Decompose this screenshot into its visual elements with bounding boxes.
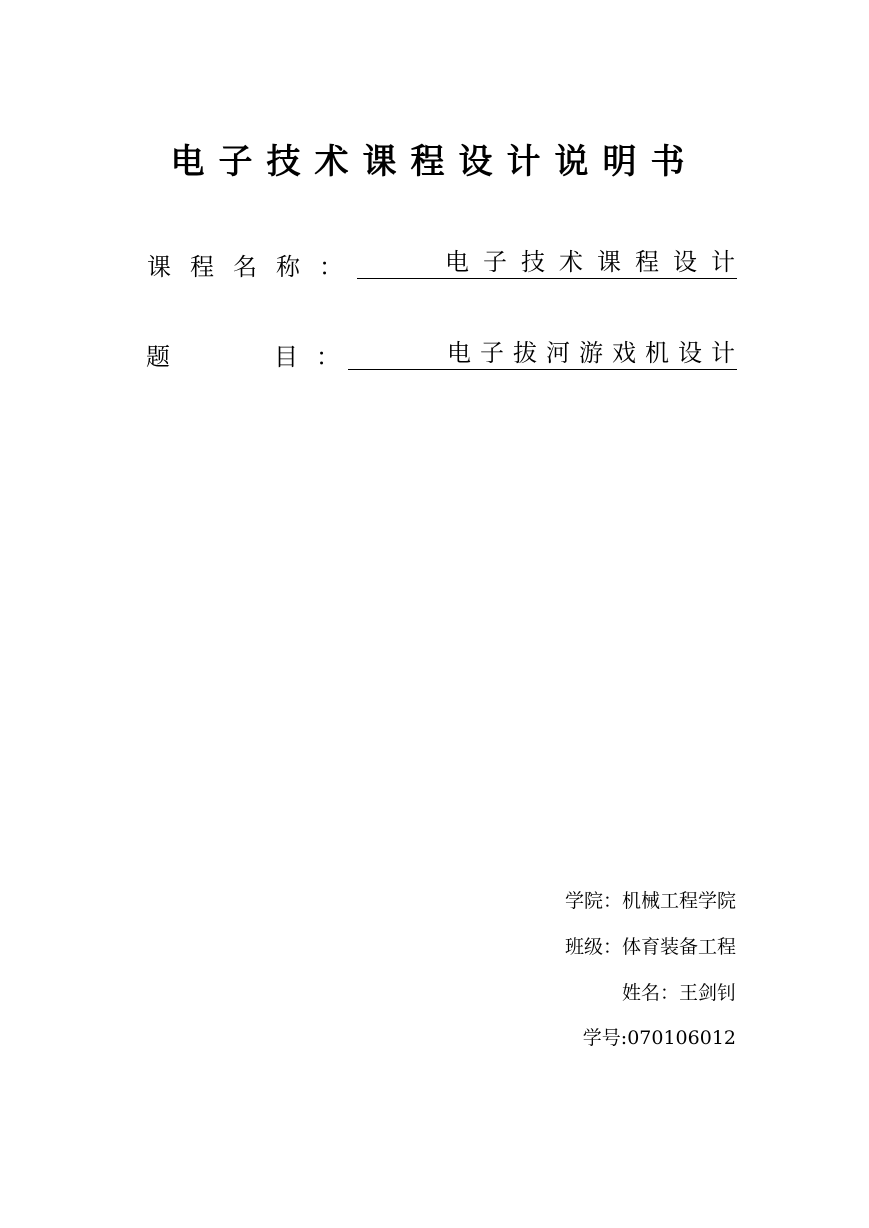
- topic-label-first: 题: [146, 343, 170, 371]
- college-info: 学院：机械工程学院: [564, 890, 736, 912]
- course-name-field: [357, 248, 749, 279]
- topic-field: [348, 339, 744, 370]
- student-name-info: 姓名：王剑钊: [621, 982, 736, 1004]
- document-title: 电子技术课程设计说明书: [170, 142, 699, 182]
- class-info: 班级：体育装备工程: [564, 936, 736, 958]
- course-name-label: 课程名称：: [147, 253, 362, 281]
- course-name-value: 电子技术课程设计: [445, 248, 749, 276]
- topic-label-rest: 目：: [274, 343, 358, 371]
- topic-value: 电子拔河游戏机设计: [447, 339, 744, 367]
- student-id-info: 学号:070106012: [582, 1027, 736, 1049]
